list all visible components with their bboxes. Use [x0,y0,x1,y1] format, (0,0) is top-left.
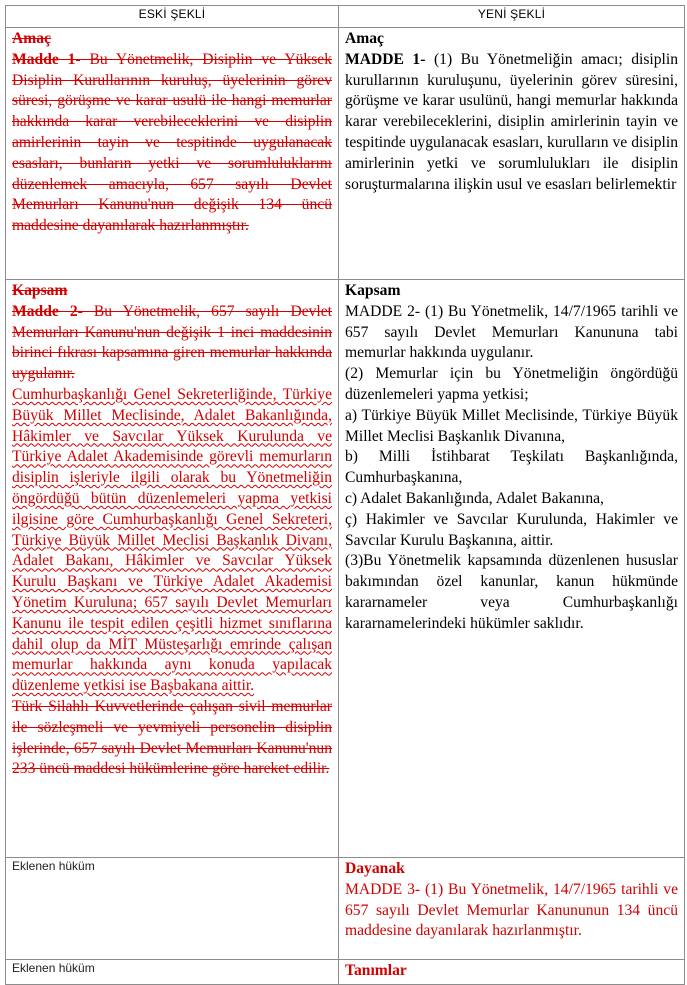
new-purpose-title: Amaç [345,30,384,47]
old-purpose-title: Amaç [12,30,51,47]
old-scope-title: Kapsam [12,282,68,299]
new-article-2-para-1: MADDE 2- (1) Bu Yönetmelik, 14/7/1965 tarihli ve 657 sayılı Devlet Memurları Kanununa tabi memurlar hakkında uygulanır. [345,302,678,362]
new-article-2-item-c: c) Adalet Bakanlığında, Adalet Bakanına, [345,489,604,507]
old-article-1: Madde 1- Bu Yönetmelik, Disiplin ve Yüksek Disiplin Kurullarının kuruluş, üyelerinin görev süresi, görüşme ve karar usulü ile hangi memurlar hakkında karar verebileceklerini ve disiplin amirlerinin tayin ve tespitinde uygulanacak esasları, bunların yetki ve sorumluluklarını düzenlemek amacıyla, 657 sayılı Devlet Memurları Kanunu'nun değişik 134 üncü maddesine dayanılarak hazırlanmıştır. [12,50,333,235]
new-article-1: MADDE 1- (1) Bu Yönetmeliğin amacı; disiplin kurullarının kuruluşunu, üyelerinin görev süresini, görüşme ve karar usulünü, hangi memurlar hakkında karar verebileceklerini, disiplin amirlerinin tayin ve tespitinde uygulanacak esasları, kurulların ve disiplin amirlerinin yetki ve sorumlulukları ile disiplin soruşturmalarına ilişkin usul ve esasları belirlemektir [345,50,678,193]
new-scope-title: Kapsam [345,282,401,299]
old-column-header: ESKİ ŞEKLİ [6,6,339,28]
new-definitions-cell [339,960,685,985]
new-purpose-cell [339,28,685,280]
added-provision-note: Eklenen hüküm [6,960,339,985]
table-row-basis [6,858,685,960]
new-article-2-para-3: (3)Bu Yönetmelik kapsamında düzenlenen hususlar bakımından özel kanunlar, kanun hükmünde kararnameler veya Cumhurbaşkanlığı kararnamelerindeki hükümler saklıdır. [345,552,678,632]
old-purpose-cell [6,28,339,280]
new-basis-cell [339,858,685,960]
table-row-scope [6,280,685,858]
old-article-2: Madde 2- Bu Yönetmelik, 657 sayılı Devlet Memurları Kanunu'nun değişik 1 inci maddesinin birinci fıkrası kapsamına giren memurlar hakkında uygulanır. [12,302,333,383]
header-row [6,6,685,28]
new-article-2-item-a: a) Türkiye Büyük Millet Meclisinde, Türkiye Büyük Millet Meclisi Başkanlık Divanına, [345,406,678,445]
new-basis-title: Dayanak [345,860,405,877]
comparison-table [5,5,685,985]
old-article-2-para-2: Cumhurbaşkanlığı Genel Sekreterliğinde, Türkiye Büyük Millet Meclisinde, Adalet Bakanlığında, Hâkimler ve Savcılar Yüksek Kurulunda ve Türkiye Adalet Akademisinde görevli memurların disiplin işleriyle ilgili olarak bu Yönetmeliğin öngördüğü bütün düzenlemeleri yapma yetkisi ilgisine göre Cumhurbaşkanlığı Genel Sekreteri, Türkiye Büyük Millet Meclisi Başkanlık Divanı, Adalet Bakanı, Hâkimler ve Savcılar Yüksek Kurulu Başkanı ve Türkiye Adalet Akademisi Yönetim Kuruluna; 657 sayılı Devlet Memurları Kanunu ile tespit edilen çeşitli hizmet sınıflarına dahil olup da MİT Müsteşarlığı emrinde çalışan memurlar hakkında aynı konuda yapılacak düzenleme yetkisi ise Başbakana aittir. [12,385,332,695]
new-article-3: MADDE 3- (1) Bu Yönetmelik, 14/7/1965 tarihli ve 657 sayılı Devlet Memurlar Kanununun 134 üncü maddesine dayanılarak hazırlanmıştır. [345,880,678,940]
new-column-header: YENİ ŞEKLİ [339,6,685,28]
new-definitions-title: Tanımlar [345,962,407,979]
table-row-purpose [6,28,685,280]
added-provision-note: Eklenen hüküm [6,858,339,960]
old-article-2-para-3: Türk Silahlı Kuvvetlerinde çalışan sivil memurlar ile sözleşmeli ve yevmiyeli personelin disiplin işlerinde, 657 sayılı Devlet Memurları Kanunu'nun 233 üncü maddesi hükümlerine göre hareket edilir. [12,697,332,778]
new-article-2-para-2: (2) Memurlar için bu Yönetmeliğin öngördüğü düzenlemeleri yapma yetkisi; [345,365,678,403]
new-article-2-item-b: b) Milli İstihbarat Teşkilatı Başkanlığında, Cumhurbaşkanına, [345,448,678,487]
new-article-2-item-d: ç) Hakimler ve Savcılar Kurulunda, Hakimler ve Savcılar Kurulu Başkanına, aittir. [345,510,678,549]
new-scope-cell [339,280,685,858]
old-scope-cell [6,280,339,858]
table-row-definitions [6,960,685,985]
